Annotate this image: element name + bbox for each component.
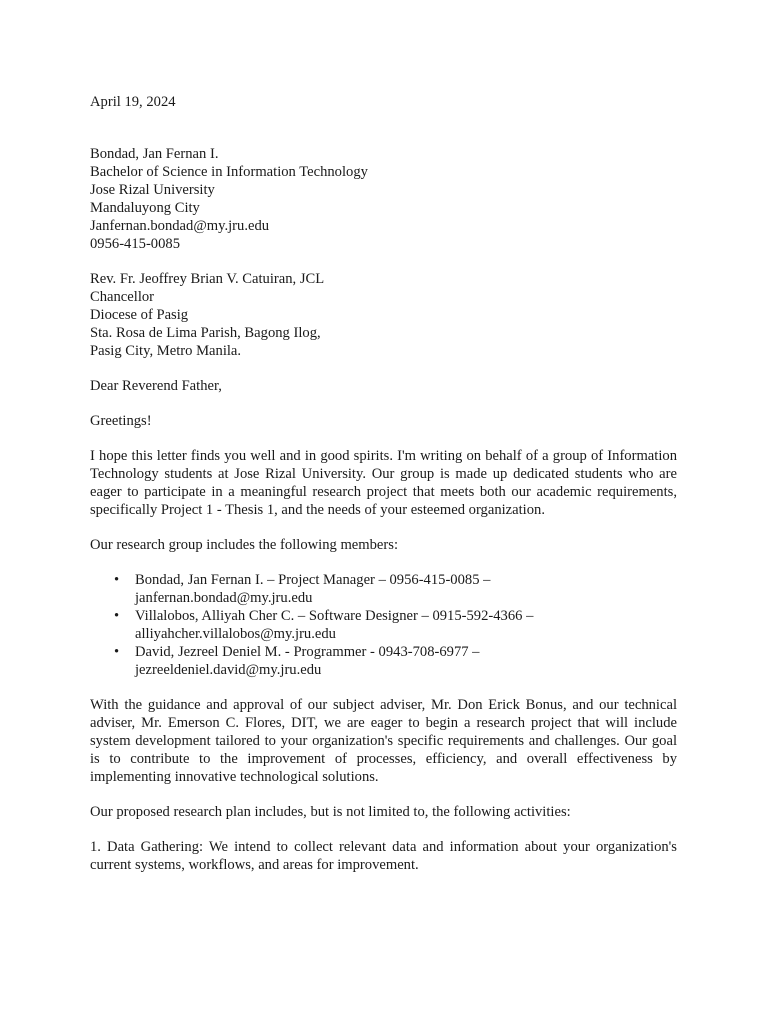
spacer — [90, 554, 677, 571]
member-email: alliyahcher.villalobos@my.jru.edu — [135, 626, 336, 642]
list-item — [114, 607, 677, 643]
sender-name: Bondad, Jan Fernan I. — [90, 146, 219, 162]
greeting: Greetings! — [90, 413, 152, 429]
list-item — [114, 643, 677, 679]
sender-program: Bachelor of Science in Information Technology — [90, 164, 368, 180]
list-item — [114, 571, 677, 607]
member-details: David, Jezreel Deniel M. - Programmer - 0943-708-6977 – — [135, 644, 480, 660]
member-email: jezreeldeniel.david@my.jru.edu — [135, 662, 322, 678]
member-details: Villalobos, Alliyah Cher C. – Software Designer – 0915-592-4366 – — [135, 608, 534, 624]
spacer — [90, 430, 677, 447]
member-details: Bondad, Jan Fernan I. – Project Manager – 0956-415-0085 – — [135, 572, 491, 588]
recipient-city: Pasig City, Metro Manila. — [90, 343, 242, 359]
members-list — [90, 571, 677, 679]
letter-page — [90, 93, 677, 874]
recipient-organization: Diocese of Pasig — [90, 307, 189, 323]
bullet-icon: • — [114, 644, 120, 660]
spacer — [90, 111, 677, 145]
spacer — [90, 360, 677, 377]
spacer — [90, 679, 677, 696]
recipient-address — [90, 270, 677, 360]
sender-phone: 0956-415-0085 — [90, 236, 180, 252]
spacer — [90, 786, 677, 803]
spacer — [90, 395, 677, 412]
data-gathering-paragraph: 1. Data Gathering: We intend to collect relevant data and information about your organization's current systems, workflows, and areas for improvement. — [90, 839, 677, 873]
research-plan-paragraph: Our proposed research plan includes, but is not limited to, the following activities: — [90, 804, 571, 820]
member-email: janfernan.bondad@my.jru.edu — [135, 590, 313, 606]
recipient-street: Sta. Rosa de Lima Parish, Bagong Ilog, — [90, 325, 321, 341]
guidance-paragraph: With the guidance and approval of our subject adviser, Mr. Don Erick Bonus, and our technical adviser, Mr. Emerson C. Flores, DIT, we are eager to begin a research project that will include system development tailored to your organization's specific requirements and challenges. Our goal is to contribute to the improvement of processes, efficiency, and overall effectiveness by implementing innovative technological solutions. — [90, 697, 677, 785]
spacer — [90, 519, 677, 536]
bullet-icon: • — [114, 572, 120, 588]
letter-date: April 19, 2024 — [90, 94, 176, 110]
members-intro: Our research group includes the following members: — [90, 537, 399, 553]
sender-city: Mandaluyong City — [90, 200, 200, 216]
recipient-title: Chancellor — [90, 289, 155, 305]
sender-university: Jose Rizal University — [90, 182, 215, 198]
bullet-icon: • — [114, 608, 120, 624]
recipient-name: Rev. Fr. Jeoffrey Brian V. Catuiran, JCL — [90, 271, 325, 287]
sender-address — [90, 145, 677, 253]
spacer — [90, 821, 677, 838]
spacer — [90, 253, 677, 270]
intro-paragraph: I hope this letter finds you well and in good spirits. I'm writing on behalf of a group of Information Technology students at Jose Rizal University. Our group is made up dedicated students who are eager to participate in a meaningful research project that meets both our academic requirements, specifically Project 1 - Thesis 1, and the needs of your esteemed organization. — [90, 448, 677, 518]
salutation: Dear Reverend Father, — [90, 378, 222, 394]
sender-email: Janfernan.bondad@my.jru.edu — [90, 218, 270, 234]
